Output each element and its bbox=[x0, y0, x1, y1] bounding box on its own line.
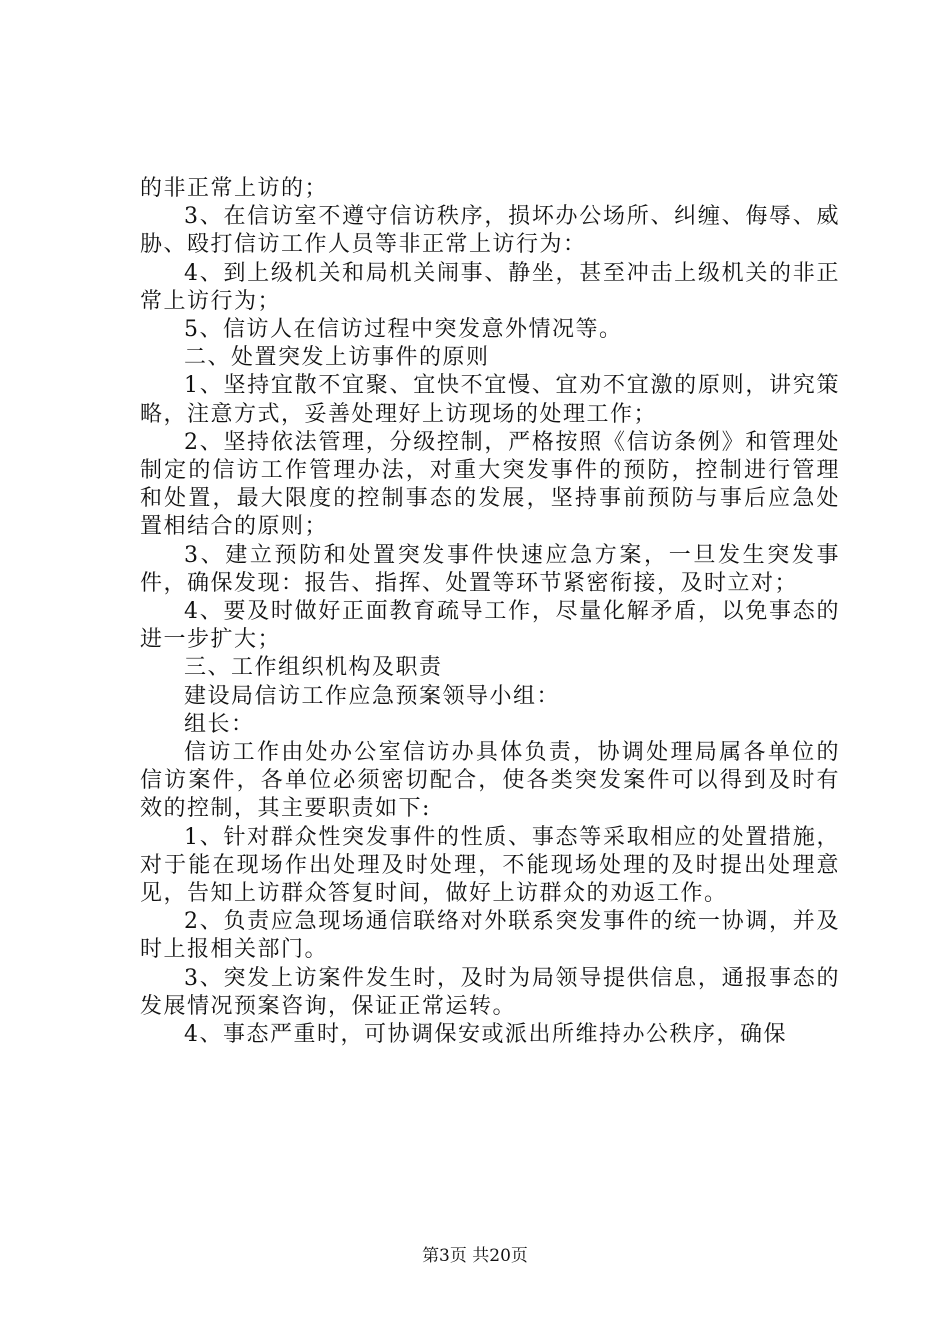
paragraph-group-leader: 组长： bbox=[184, 711, 255, 737]
paragraph-duty-1: 1、针对群众性突发事件的性质、事态等采取相应的处置措施，对于能在现场作出处理及时处理，不能现场处理的及时提出处理意见，告知上访群众答复时间，做好上访群众的劝返工作。 bbox=[140, 824, 840, 907]
paragraph-responsibility-intro: 信访工作由处办公室信访办具体负责，协调处理局属各单位的信访案件，各单位必须密切配合，使各类突发案件可以得到及时有效的控制，其主要职责如下: bbox=[140, 740, 840, 822]
page-number-footer: 第3页 共20页 bbox=[422, 1246, 528, 1266]
paragraph-duty-4: 4、事态严重时，可协调保安或派出所维持办公秩序，确保 bbox=[184, 1022, 787, 1048]
paragraph-leading-group: 建设局信访工作应急预案领导小组： bbox=[184, 683, 561, 709]
paragraph-principle-4: 4、要及时做好正面教育疏导工作，尽量化解矛盾，以免事态的进一步扩大； bbox=[140, 599, 840, 653]
paragraph-principle-2: 2、坚持依法管理，分级控制，严格按照《信访条例》和管理处制定的信访工作管理办法，对重大突发事件的预防，控制进行管理和处置，最大限度的控制事态的发展，坚持事前预防与事后应急处置相结合的原则； bbox=[140, 429, 840, 540]
paragraph-principle-3: 3、建立预防和处置突发事件快速应急方案，一旦发生突发事件，确保发现：报告、指挥、处置等环节紧密衔接，及时立对； bbox=[140, 542, 840, 596]
paragraph-duty-3: 3、突发上访案件发生时，及时为局领导提供信息，通报事态的发展情况预案咨询，保证正常运转。 bbox=[140, 965, 840, 1019]
paragraph-item-5: 5、信访人在信访过程中突发意外情况等。 bbox=[184, 317, 623, 343]
section-heading-principles: 二、处置突发上访事件的原则 bbox=[184, 345, 490, 371]
paragraph-item-4: 4、到上级机关和局机关闹事、静坐，甚至冲击上级机关的非正常上访行为； bbox=[140, 260, 840, 314]
document-body bbox=[140, 175, 840, 1049]
paragraph-continuation: 的非正常上访的； bbox=[140, 176, 329, 201]
paragraph-duty-2: 2、负责应急现场通信联络对外联系突发事件的统一协调，并及时上报相关部门。 bbox=[140, 909, 840, 963]
paragraph-item-3: 3、在信访室不遵守信访秩序，损坏办公场所、纠缠、侮辱、威胁、殴打信访工作人员等非正常上访行为： bbox=[140, 204, 840, 258]
paragraph-principle-1: 1、坚持宜散不宜聚、宜快不宜慢、宜劝不宜激的原则，讲究策略，注意方式，妥善处理好上访现场的处理工作； bbox=[140, 373, 840, 427]
section-heading-organization: 三、工作组织机构及职责 bbox=[184, 655, 443, 681]
